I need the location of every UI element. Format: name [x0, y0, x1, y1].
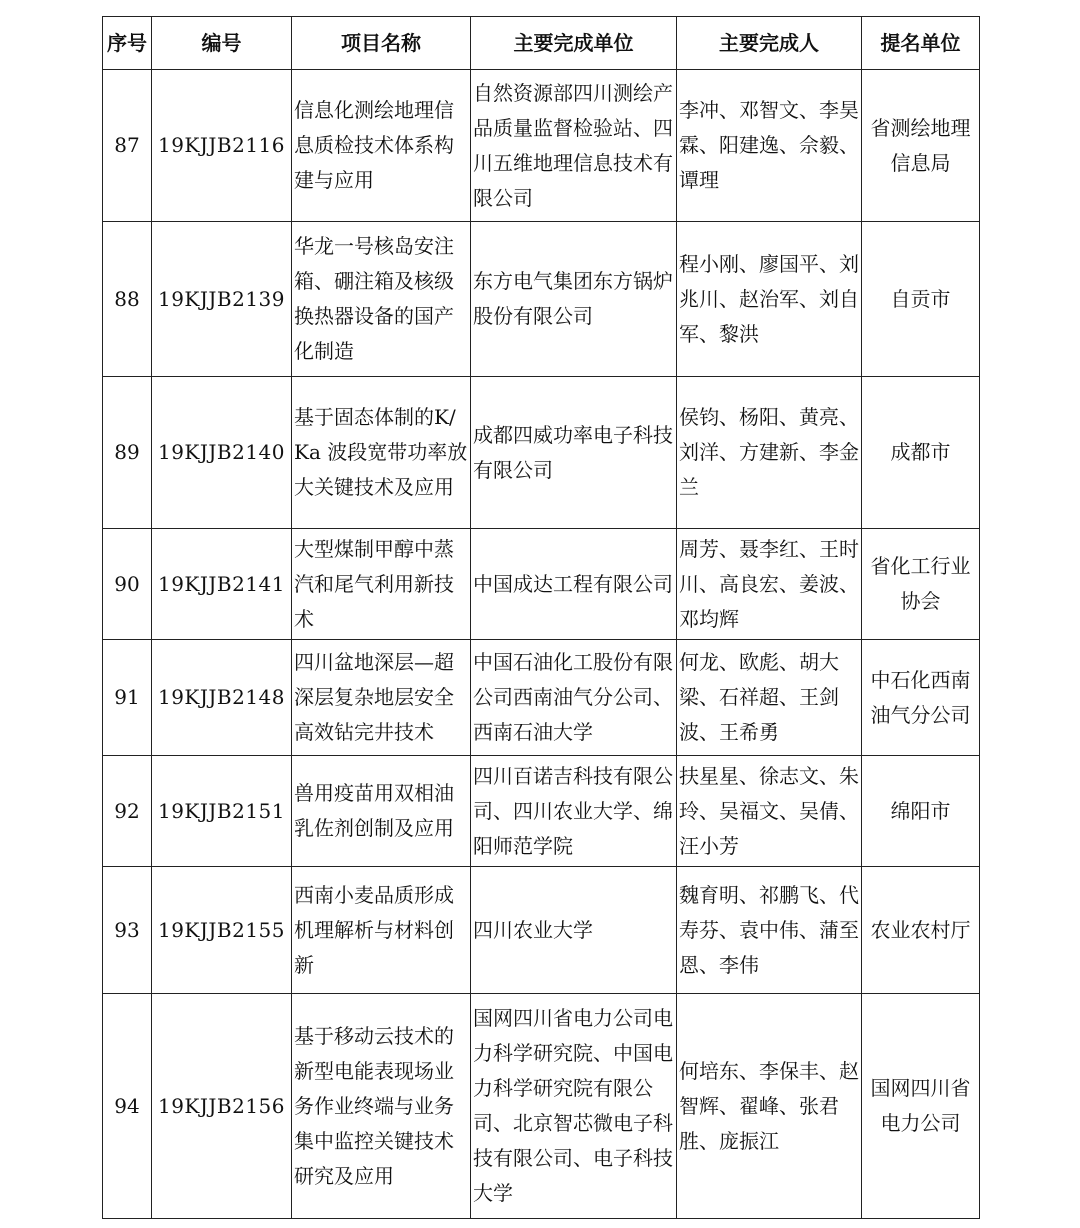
cell-nominator: 成都市: [862, 377, 980, 529]
cell-index: 92: [103, 756, 152, 867]
cell-main-unit: 成都四威功率电子科技有限公司: [471, 377, 677, 529]
cell-nominator: 省测绘地理信息局: [862, 70, 980, 222]
cell-project-name: 基于移动云技术的新型电能表现场业务作业终端与业务集中监控关键技术研究及应用: [292, 994, 471, 1219]
cell-main-people: 魏育明、祁鹏飞、代寿芬、袁中伟、蒲至恩、李伟: [677, 867, 862, 994]
header-index: 序号: [103, 17, 152, 70]
cell-main-unit: 四川农业大学: [471, 867, 677, 994]
cell-nominator: 省化工行业协会: [862, 529, 980, 640]
table-row: [103, 994, 980, 1219]
header-row: [103, 17, 980, 70]
cell-index: 88: [103, 222, 152, 377]
cell-main-unit: 东方电气集团东方锅炉股份有限公司: [471, 222, 677, 377]
header-main-people: 主要完成人: [677, 17, 862, 70]
cell-nominator: 农业农村厅: [862, 867, 980, 994]
cell-main-unit: 中国成达工程有限公司: [471, 529, 677, 640]
table-row: [103, 222, 980, 377]
awards-table: [102, 16, 980, 1219]
cell-index: 94: [103, 994, 152, 1219]
cell-nominator: 自贡市: [862, 222, 980, 377]
table-row: [103, 377, 980, 529]
cell-main-people: 何龙、欧彪、胡大梁、石祥超、王剑波、王希勇: [677, 640, 862, 756]
cell-project-name: 大型煤制甲醇中蒸汽和尾气利用新技术: [292, 529, 471, 640]
cell-main-unit: 四川百诺吉科技有限公司、四川农业大学、绵阳师范学院: [471, 756, 677, 867]
cell-nominator: 绵阳市: [862, 756, 980, 867]
cell-project-name: 基于固态体制的K/Ka 波段宽带功率放大关键技术及应用: [292, 377, 471, 529]
header-code: 编号: [152, 17, 292, 70]
cell-main-people: 周芳、聂李红、王时川、高良宏、姜波、邓均辉: [677, 529, 862, 640]
cell-code: 19KJJB2155: [152, 867, 292, 994]
cell-main-unit: 自然资源部四川测绘产品质量监督检验站、四川五维地理信息技术有限公司: [471, 70, 677, 222]
cell-code: 19KJJB2148: [152, 640, 292, 756]
cell-main-unit: 中国石油化工股份有限公司西南油气分公司、西南石油大学: [471, 640, 677, 756]
table-row: [103, 756, 980, 867]
cell-code: 19KJJB2140: [152, 377, 292, 529]
table-row: [103, 867, 980, 994]
cell-project-name: 四川盆地深层—超深层复杂地层安全高效钻完井技术: [292, 640, 471, 756]
cell-main-people: 程小刚、廖国平、刘兆川、赵治军、刘自军、黎洪: [677, 222, 862, 377]
cell-code: 19KJJB2156: [152, 994, 292, 1219]
cell-index: 91: [103, 640, 152, 756]
cell-index: 87: [103, 70, 152, 222]
cell-project-name: 华龙一号核岛安注箱、硼注箱及核级换热器设备的国产化制造: [292, 222, 471, 377]
header-main-unit: 主要完成单位: [471, 17, 677, 70]
header-project-name: 项目名称: [292, 17, 471, 70]
header-nominator: 提名单位: [862, 17, 980, 70]
table-row: [103, 640, 980, 756]
table-row: [103, 70, 980, 222]
cell-main-unit: 国网四川省电力公司电力科学研究院、中国电力科学研究院有限公司、北京智芯微电子科技有限公司、电子科技大学: [471, 994, 677, 1219]
cell-project-name: 西南小麦品质形成机理解析与材料创新: [292, 867, 471, 994]
table-row: [103, 529, 980, 640]
cell-main-people: 扶星星、徐志文、朱玲、吴福文、吴倩、汪小芳: [677, 756, 862, 867]
cell-nominator: 国网四川省电力公司: [862, 994, 980, 1219]
cell-main-people: 何培东、李保丰、赵智辉、翟峰、张君胜、庞振江: [677, 994, 862, 1219]
cell-code: 19KJJB2139: [152, 222, 292, 377]
cell-project-name: 信息化测绘地理信息质检技术体系构建与应用: [292, 70, 471, 222]
cell-nominator: 中石化西南油气分公司: [862, 640, 980, 756]
cell-main-people: 侯钧、杨阳、黄亮、刘洋、方建新、李金兰: [677, 377, 862, 529]
cell-index: 89: [103, 377, 152, 529]
cell-index: 93: [103, 867, 152, 994]
cell-code: 19KJJB2116: [152, 70, 292, 222]
cell-project-name: 兽用疫苗用双相油乳佐剂创制及应用: [292, 756, 471, 867]
cell-index: 90: [103, 529, 152, 640]
cell-code: 19KJJB2151: [152, 756, 292, 867]
cell-main-people: 李冲、邓智文、李昊霖、阳建逸、佘毅、谭理: [677, 70, 862, 222]
cell-code: 19KJJB2141: [152, 529, 292, 640]
